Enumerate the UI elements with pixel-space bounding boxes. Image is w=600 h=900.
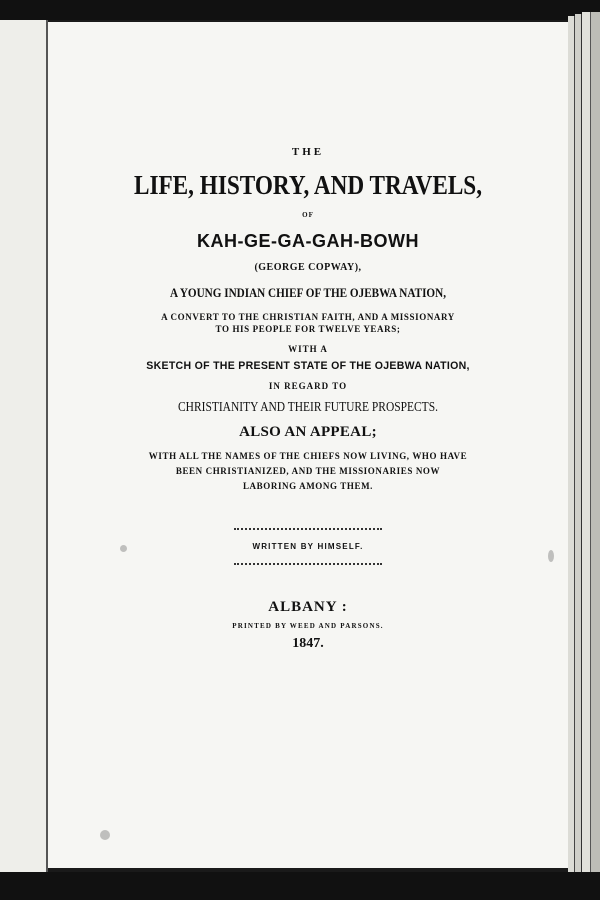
with-a: WITH A bbox=[288, 344, 328, 354]
sketch-line: SKETCH OF THE PRESENT STATE OF THE OJEBWA NATION, bbox=[146, 360, 470, 372]
imprint-city: ALBANY : bbox=[268, 599, 348, 615]
page-edge bbox=[575, 14, 582, 874]
convert-line: A CONVERT TO THE CHRISTIAN FAITH, AND A MISSIONARY bbox=[161, 312, 455, 322]
names-line: BEEN CHRISTIANIZED, AND THE MISSIONARIES NOW bbox=[175, 466, 441, 476]
appeal-line: ALSO AN APPEAL; bbox=[239, 424, 377, 440]
author-name: KAH-GE-GA-GAH-BOWH bbox=[197, 231, 419, 251]
page-edge bbox=[568, 16, 575, 872]
imprint-printer: PRINTED BY WEED AND PARSONS. bbox=[232, 622, 384, 630]
title-of: OF bbox=[302, 211, 314, 219]
scan-top-border bbox=[0, 0, 600, 20]
in-regard-to: IN REGARD TO bbox=[268, 381, 348, 391]
names-line: WITH ALL THE NAMES OF THE CHIEFS NOW LIVING, WHO HAVE bbox=[148, 451, 468, 461]
convert-block bbox=[48, 311, 568, 335]
written-by: WRITTEN BY HIMSELF. bbox=[252, 542, 364, 551]
left-page-edge bbox=[0, 20, 48, 872]
author-alias: (GEORGE COPWAY), bbox=[254, 262, 362, 273]
names-block bbox=[48, 450, 568, 492]
scan-bottom-border bbox=[0, 872, 600, 900]
dotted-rule bbox=[234, 563, 382, 565]
title-block bbox=[48, 140, 568, 652]
dotted-rule bbox=[234, 528, 382, 530]
christianity-line: CHRISTIANITY AND THEIR FUTURE PROSPECTS. bbox=[178, 400, 438, 415]
main-title: LIFE, HISTORY, AND TRAVELS, bbox=[133, 170, 483, 200]
title-article: THE bbox=[291, 146, 325, 158]
page-edge bbox=[591, 12, 600, 876]
imprint-year: 1847. bbox=[292, 636, 324, 651]
names-line: LABORING AMONG THEM. bbox=[242, 481, 374, 491]
page-edge bbox=[582, 12, 591, 876]
ink-spot bbox=[100, 830, 110, 840]
chief-line: A YOUNG INDIAN CHIEF OF THE OJEBWA NATION, bbox=[169, 285, 447, 300]
convert-line: TO HIS PEOPLE FOR TWELVE YEARS; bbox=[215, 324, 401, 334]
